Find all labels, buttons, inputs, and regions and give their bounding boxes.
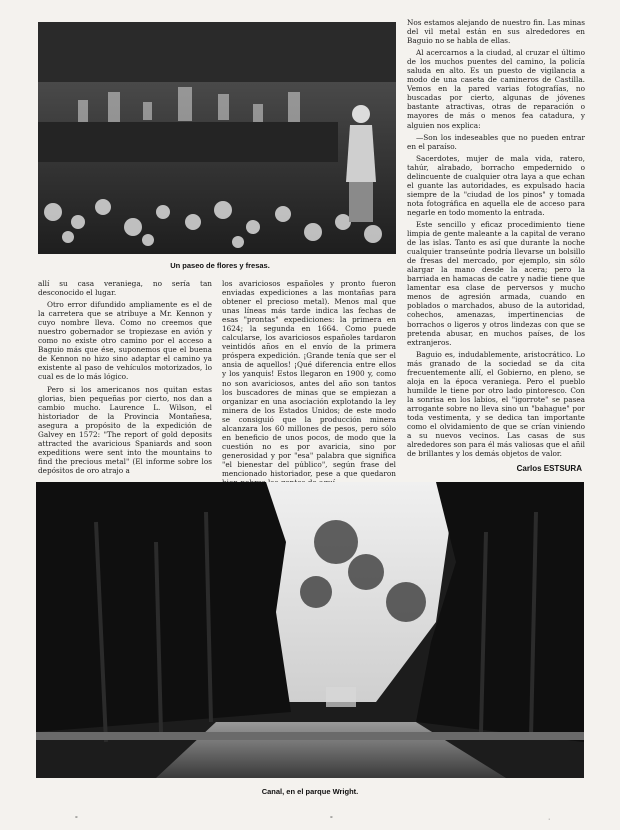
paragraph: Sacerdotes, mujer de mala vida, ratero, tahúr, alrabado, borracho empedernido o delincuente de cualquier otra laya a que echan el guante las autoridades, es expulsado hacia siempre de la "ciudad de los pinos" y tomada nota fotográfica en aquella ele de acceso para negarle en todo momento la entrada. <box>407 153 585 217</box>
paragraph: Al acercarnos a la ciudad, al cruzar el último de los muchos puentes del camino, la policía saluda en alto. Es un puesto de vigilancia a modo de una caseta de camineros de Castilla. Vemos en la pared varias fotografías, no buscadas por cierto, algunas de jóvenes bastante atractivas, otras de reparación o mayores de más o menos fea catadura, y alguien nos explica: <box>407 48 585 130</box>
author-signature: Carlos ESTSURA <box>516 464 582 473</box>
paragraph: Baguio es, indudablemente, aristocrático. Lo más granado de la sociedad se da cita frecuentemente allí, el Gobierno, en pleno, se aloja en la época veraniega. Pero el pueblo humilde le tiene por otro lado pintoresco. Con la sonrisa en los labios, el "igorrote" se pasea arrogante sobre no lleva sino un "bahague" por toda vestimenta, y se dedica tan importante como el olvidamiento de que se crían viniendo a su nuevos vecinos. Las casas de sus alrededores son para él más valiosas que el añil de brillantes y los demás objetos de valor. <box>407 349 585 459</box>
paragraph: allí su casa veraniega, no sería tan desconocido el lugar. <box>38 279 212 298</box>
paragraph: Este sencillo y eficaz procedimiento tiene limpia de gente maleante a la capital de verano de las islas. Tanto es así que durante la noche cualquier transeúnte podría llevarse un bolsillo de fresas del mercado, por ejemplo, sin sólo alargar la mano desde la acera; pero la barriada en hamacas de catre y nadie tiene que lamentar esa clase de perversos y mucho menos de agresión armada, cuando en poblados o marchados, abuso de la autoridad, cohechos, amenazas, impertinencias de borrachos o ligeros y otros lindezas con que se pretenda abusar, en muchos países, de los extranjeros. <box>407 219 585 347</box>
caption-top-photo: Un paseo de flores y fresas. <box>170 261 270 270</box>
margin-mark: ° <box>75 816 78 823</box>
article-column-right <box>407 18 585 468</box>
photo-flower-path <box>38 22 396 254</box>
margin-mark: · <box>548 816 551 823</box>
article-column-middle <box>222 279 396 478</box>
caption-bottom-photo: Canal, en el parque Wright. <box>261 787 359 796</box>
paragraph: Nos estamos alejando de nuestro fin. Las minas del vil metal están en sus alrededores en Baguio no se habla de ellas. <box>407 18 585 46</box>
margin-mark: ° <box>330 816 333 823</box>
article-column-left <box>38 279 212 474</box>
paragraph: los avariciosos españoles y pronto fueron enviadas expediciones a las montañas para obtener el precioso metal). Menos mal que unas líneas más tarde indica las fechas de esas "prontas" expediciones: la primera en 1624; la segunda en 1664. Como puede calcularse, los avariciosos españoles tardaron veintidós años en el envío de la primera próspera expedición. ¡Grande tenía que ser el ansia de aquellos! ¡Qué diferencia entre ellos y los yanquis! Estos llegaron en 1900 y, como no son avariciosos, antes del año son tantos los buscadores de minas que se empiezan a organizar en una asociación explotando la ley minera de los Estados Unidos; de este modo se consiguió que la producción minera alcanzara los 60 millones de pesos, pero sólo en beneficio de unos pocos, de modo que la cuestión no es por avaricia, sino por generosidad y por "esa" palabra que significa "el bienestar del público", según frase del mencionado historiador, pese a que quedaron <box>222 279 396 478</box>
paragraph: —Son los indeseables que no pueden entrar en el paraíso. <box>407 132 585 151</box>
photo-park-canal-image <box>36 482 584 778</box>
paragraph: Pero si los americanos nos quitan estas glorias, bien pequeñas por cierto, nos dan a cambio mucho. Laurence L. Wilson, el historiador de la Provincia Montañesa, asegura a propósito de la expedición de Galvey en 1572: "The report of gold deposits attracted the avaricious Spaniards and soon expeditions were sent into the mountains to find the precious metal" (El informe sobre los depósitos de oro atrajo a <box>38 384 212 475</box>
photo-flower-path-image <box>38 22 396 254</box>
paragraph: Otro error difundido ampliamente es el de la carretera que se atribuye a Mr. Kennon y cuyo nombre lleva. Como no creemos que nuestro gobernador se tropiezase en avión y como no existe otro camino por el acceso a Baguio más que ése, suponemos que el buena de Kennon no hizo sino adaptar el camino ya existente al paso de vehículos motorizados, lo cual es de lo más lógico. <box>38 300 212 382</box>
photo-park-canal <box>36 482 584 778</box>
